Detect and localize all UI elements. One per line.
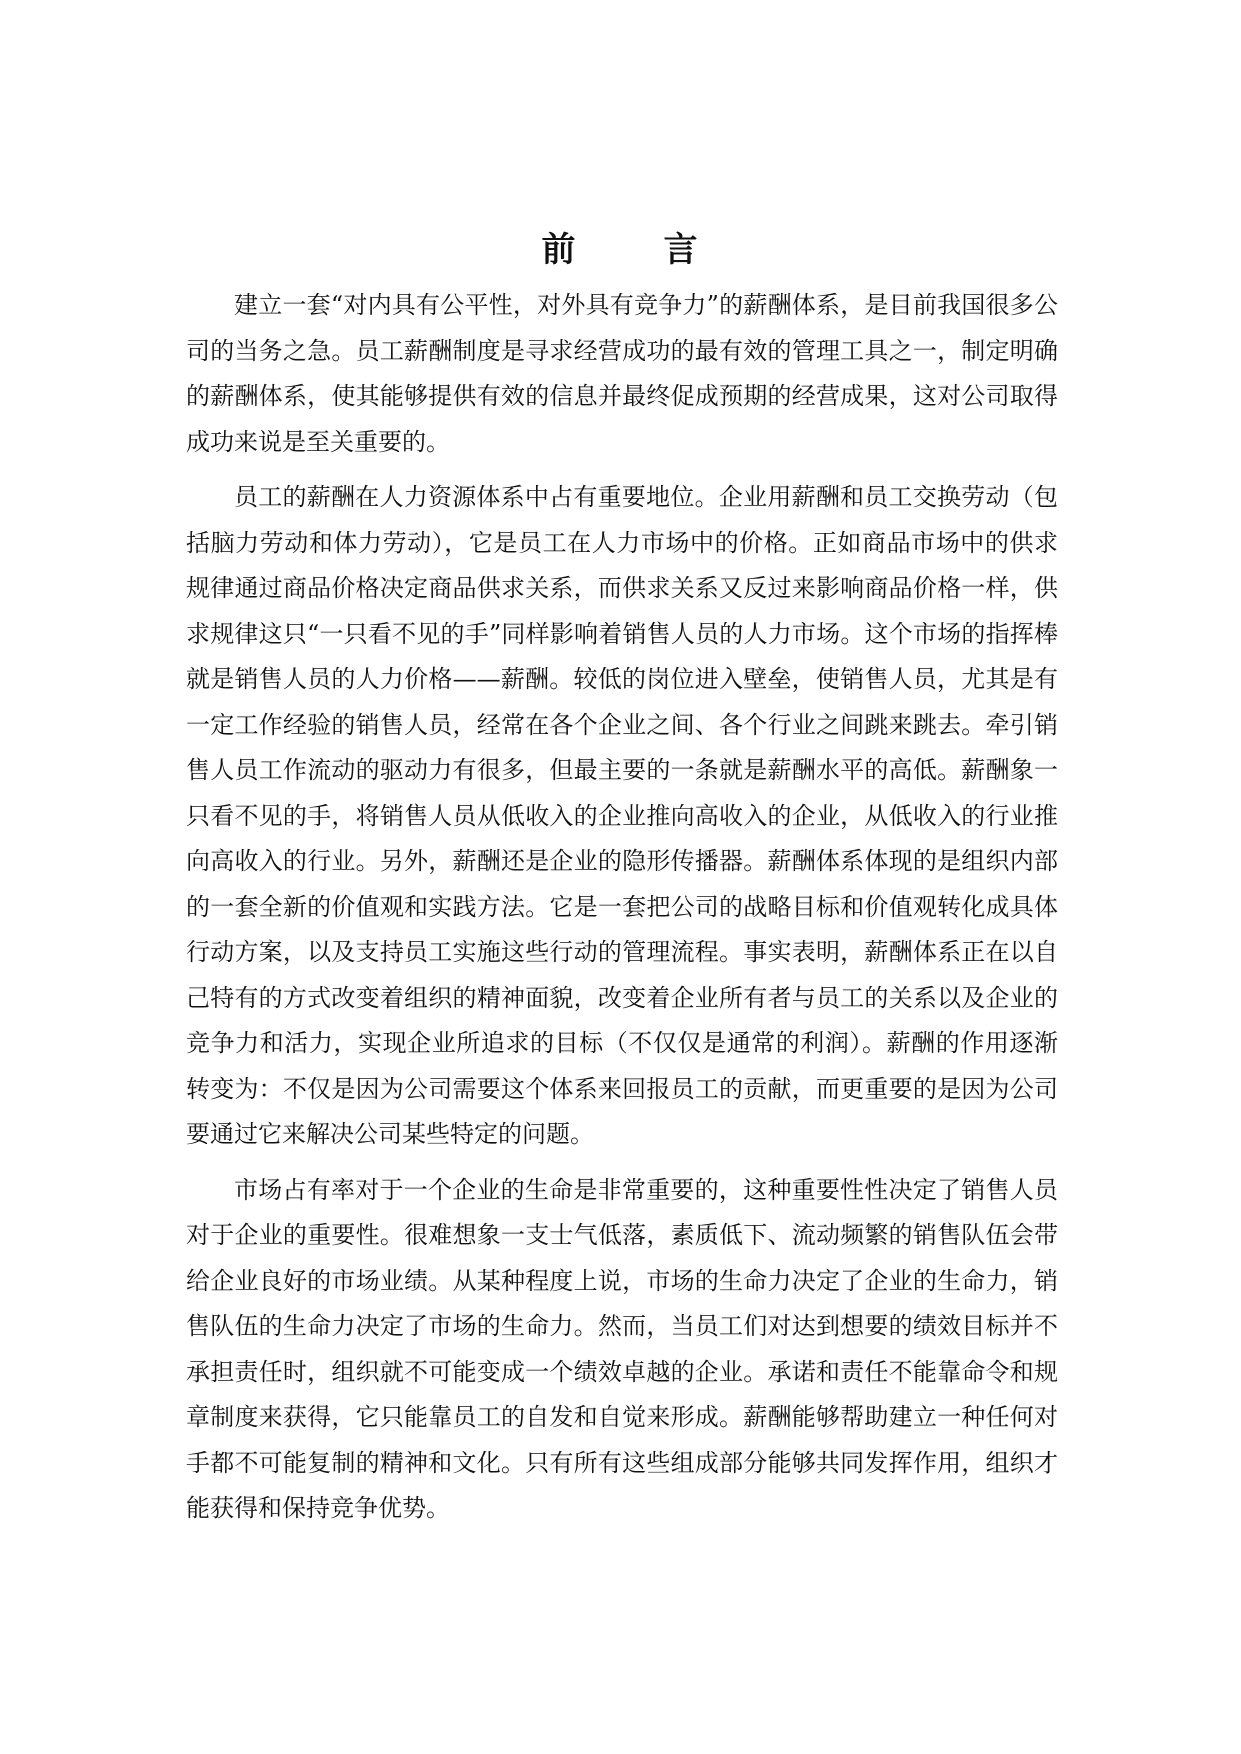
paragraph-3: 市场占有率对于一个企业的生命是非常重要的，这种重要性性决定了销售人员对于企业的重要性。很难想象一支士气低落，素质低下、流动频繁的销售队伍会带给企业良好的市场业绩。从某种程度上说，市场的生命力决定了企业的生命力，销售队伍的生命力决定了市场的生命力。然而，当员工们对达到想要的绩效目标并不承担责任时，组织就不可能变成一个绩效卓越的企业。承诺和责任不能靠命令和规章制度来获得，它只能靠员工的自发和自觉来形成。薪酬能够帮助建立一种任何对手都不可能复制的精神和文化。只有所有这些组成部分能够共同发挥作用，组织才能获得和保持竞争优势。 [186, 1175, 1058, 1522]
title-char-2: 言 [663, 230, 700, 270]
page-title [0, 228, 1241, 272]
body-text [186, 283, 1058, 1542]
paragraph-2: 员工的薪酬在人力资源体系中占有重要地位。企业用薪酬和员工交换劳动（包括脑力劳动和体力劳动），它是员工在人力市场中的价格。正如商品市场中的供求规律通过商品价格决定商品供求关系，而供求关系又反过来影响商品价格一样，供求规律这只“一只看不见的手”同样影响着销售人员的人力市场。这个市场的指挥棒就是销售人员的人力价格——薪酬。较低的岗位进入壁垒，使销售人员，尤其是有一定工作经验的销售人员，经常在各个企业之间、各个行业之间跳来跳去。牵引销售人员工作流动的驱动力有很多，但最主要的一条就是薪酬水平的高低。薪酬象一只看不见的手，将销售人员从低收入的企业推向高收入的企业，从低收入的行业推向高收入的行业。另外，薪酬还是企业的隐形传播器。薪酬体系体现的是组织内部的一套全新的价值观和实践方法。它是一套把公司的战略目标和价值观转化成具体行动方案，以及支持员工实施这些行动的管理流程。事实表明，薪酬体系正在以自己特有的方式改变着组织的精神面貌，改变着企业所有者与员工的关系以及企业的竞争力和活力，实现企业所追求的目标（不仅仅是通常的利润）。薪酬的作用逐渐转变为：不仅是因为公司需要这个体系来回报员工的贡献，而更重要的是因为公司要通过它来解决公司某些特定的问题。 [186, 483, 1058, 1148]
paragraph-1: 建立一套“对内具有公平性，对外具有竞争力”的薪酬体系，是目前我国很多公司的当务之急。员工薪酬制度是寻求经营成功的最有效的管理工具之一，制定明确的薪酬体系，使其能够提供有效的信息并最终促成预期的经营成果，这对公司取得成功来说是至关重要的。 [186, 291, 1058, 456]
title-char-1: 前 [541, 230, 578, 270]
